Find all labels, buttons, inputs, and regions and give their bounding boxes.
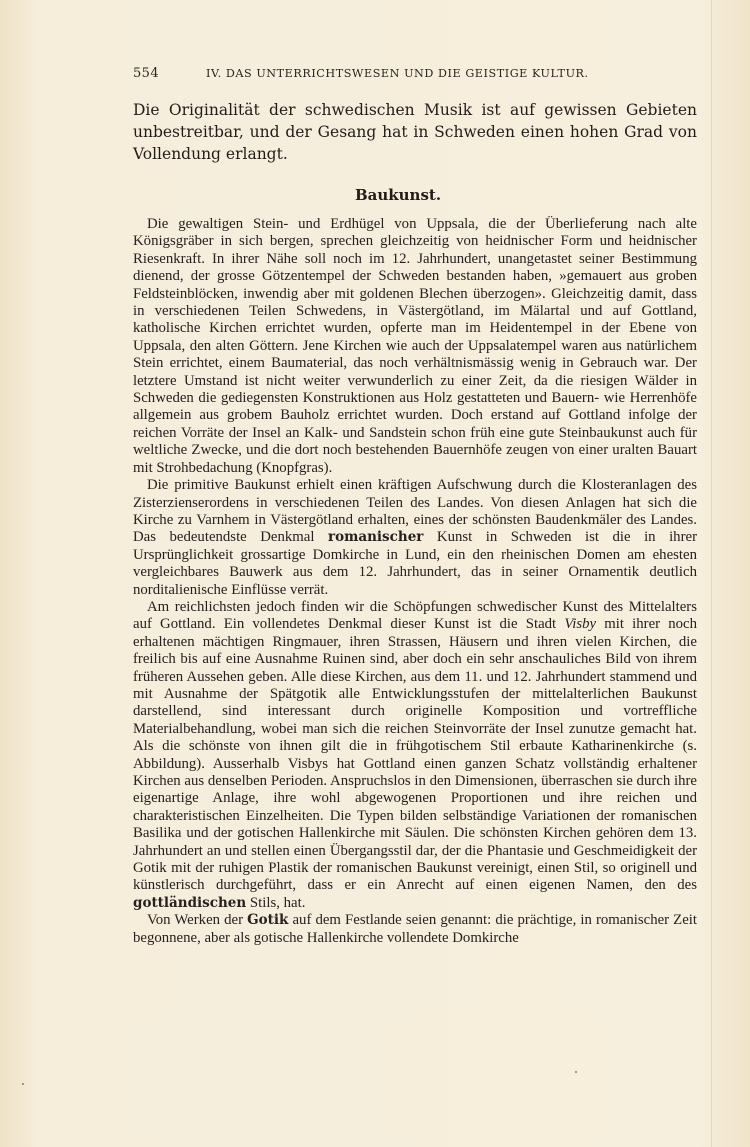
page-number: 554 <box>133 66 160 81</box>
section-heading: Baukunst. <box>354 186 442 204</box>
paragraph-3-text-c: Stils, hat. <box>249 894 306 911</box>
term-visby: Visby <box>564 616 597 633</box>
paragraph-3-text-a: Am reichlichsten jedoch finden wir die Schöpfungen schwedischer Kunst des Mittelalters auf Gottland. Ein vollendetes Denkmal dieser Kunst ist die Stadt <box>133 598 697 633</box>
paragraph-4-text-a: Von Werken der <box>147 912 244 929</box>
term-gotik: Gotik <box>247 912 289 929</box>
term-gottlaendischen: gottländischen <box>133 894 247 911</box>
paragraph-4-text-b: auf dem Festlande seien genannt: die prächtige, in romanischer Zeit begonnene, aber als gotische Hallenkirche vollendete Domkirche <box>133 912 697 946</box>
running-title: IV. DAS UNTERRICHTSWESEN UND DIE GEISTIGE KULTUR. <box>206 67 589 80</box>
paper-fleck <box>575 1071 577 1073</box>
page-fold-shadow <box>711 0 712 1147</box>
paragraph-2-text-b: Kunst in Schweden ist die in ihrer Ursprünglichkeit grossartige Domkirche in Lund, ein den rheinischen Domen am ehesten vergleichbares Bauwerk aus dem 12. Jahrhundert, das in seiner Ornamentik deutlich norditalienische Einflüsse verrät. <box>133 529 698 598</box>
paragraph-2 <box>133 477 697 599</box>
paragraph-1: Die gewaltigen Stein- und Erdhügel von Uppsala, die der Überlieferung nach alte Königsgräber in sich bergen, sprechen gleichzeitig von heidnischer Form und heidnischer Riesenkraft. In ihrer Nähe soll noch im 12. Jahrhundert, unangetastet seiner Bestimmung dienend, der grosse Götzentempel der Schweden bestanden haben, »gemauert aus groben Feldsteinblöcken, inwendig aber mit goldenen Blechen überzogen». Gleichzeitig damit, dass in verschiedenen Teilen Schwedens, in Västergötland, im Mälartal und auf Gottland, katholische Kirchen errichtet wurden, opferte man im Heidentempel in der Ebene von Uppsala, den alten Göttern. Jene Kirchen wie auch der Uppsalatempel waren aus natürlichem Stein errichtet, einem Baumaterial, das noch verhältnismässig wenig in Gebrauch war. Der letztere Umstand ist nicht weiter verwunderlich zu einer Zeit, da die riesigen Wälder in Schweden die gediegensten Konstruktionen aus Holz gestatteten und Bauern- wie Herrenhöfe allgemein aus grobem Bauholz errichtet wurden. Doch erstand auf Gottland infolge der reichen Vorräte der Insel an Kalk- und Sandstein schon früh eine gute Steinbaukunst auch für weltliche Zwecke, und die dort noch bestehenden Bauernhöfe zeugen von einer uralten Bauart mit Strohbedachung (Knopfgras). <box>133 216 697 476</box>
paper-fleck <box>22 1083 24 1085</box>
intro-paragraph: Die Originalität der schwedischen Musik ist auf gewissen Gebieten unbestreitbar, und der Gesang hat in Schweden einen hohen Grad von Vollendung erlangt. <box>133 101 697 163</box>
paragraph-4 <box>133 912 697 947</box>
paragraph-3 <box>133 599 697 912</box>
paragraph-2-text-a: Die primitive Baukunst erhielt einen kräftigen Aufschwung durch die Klosteranlagen des Zisterzienserordens in verschiedenen Teilen des Landes. Von diesen Anlagen hat sich die Kirche zu Varnhem in Västergötland erhalten, eines der schönsten Baudenkmäler des Landes. Das bedeutendste Denkmal <box>133 477 697 546</box>
body-text <box>133 216 697 947</box>
term-romanischer: romanischer <box>327 529 424 546</box>
paragraph-3-text-b: mit ihrer noch erhaltenen mächtigen Ringmauer, ihren Strassen, Häusern und ihren vielen Kirchen, die freilich bis auf eine Ausnahme Ruinen sind, aber doch ein sehr anschauliches Bild von ihrem früheren Aussehen geben. Alle diese Kirchen, aus dem 11. und 12. Jahrhundert stammend und mit Ausnahme der Spätgotik alle Entwicklungsstufen der mittelalterlichen Baukunst darstellend, sind interessant durch originelle Komposition und vortreffliche Materialbehandlung, wobei man sich die reichen Steinvorräte der Insel zunutze gemacht hat. Als die schönste von ihnen gilt die in frühgotischem Stil erbaute Katharinenkirche (s. Abbildung). Ausserhalb Visbys hat Gottland einen ganzen Schatz vollständig erhaltener Kirchen aus denselben Perioden. Anspruchslos in den Dimensionen, überraschen sie durch ihre eigenartige Anlage, ihre wohl abgewogenen Proportionen und ihre reichen und charakteristischen Einzelheiten. Die Typen bilden selbständige Variationen der romanischen Basilika und der gotischen Hallenkirche mit Säulen. Die schönsten Kirchen gehören dem 13. Jahrhundert an und stellen einen Übergangsstil dar, der die Phantasie und Geschmeidigkeit der Gotik mit der ruhigen Plastik der romanischen Baukunst vereinigt, einen Stil, so originell und künstlerisch durchgeführt, dass er ein Anrecht auf einen eigenen Namen, den des <box>133 616 698 894</box>
